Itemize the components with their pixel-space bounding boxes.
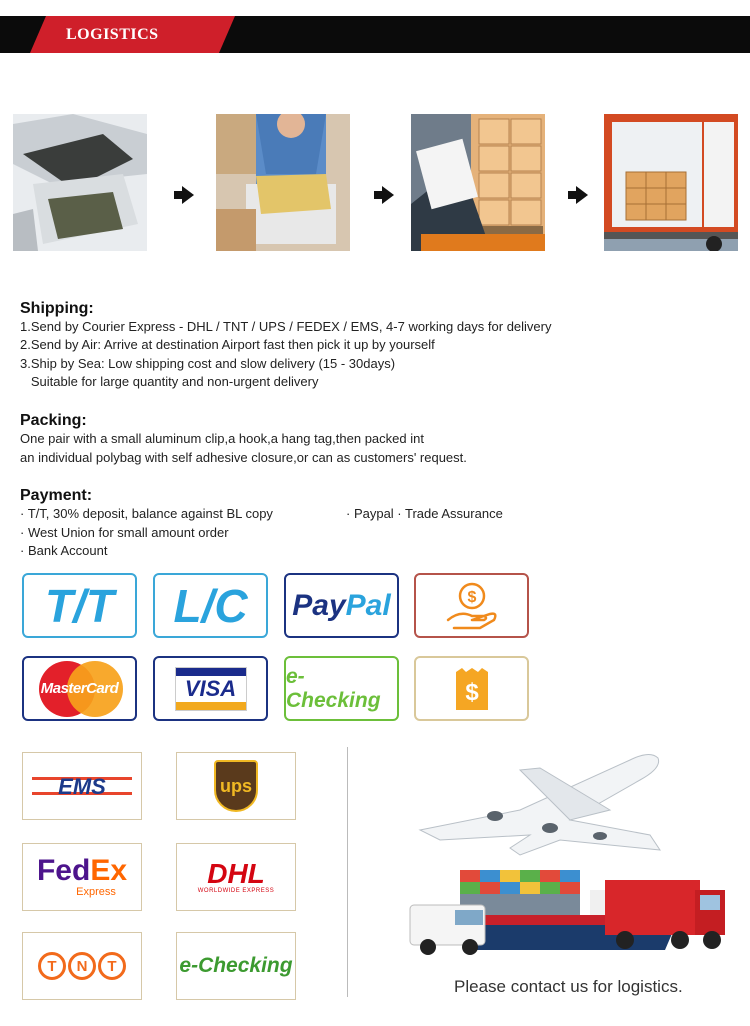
ems-logo <box>22 752 142 820</box>
payment-extra: · Paypal · Trade Assurance <box>346 506 503 521</box>
mastercard-logo <box>22 656 137 721</box>
arrow-right-icon <box>382 186 394 204</box>
ems-text: EMS <box>58 774 106 799</box>
packing-line: an individual polybag with self adhesive closure,or can as customers' request. <box>20 450 467 465</box>
dhl-text: DHL <box>207 858 265 889</box>
echecking-carrier-logo <box>176 932 296 1000</box>
transport-illustration <box>400 740 740 965</box>
shield-dollar-icon <box>414 656 529 721</box>
packing-title: Packing: <box>20 412 87 429</box>
svg-text:$: $ <box>467 588 476 606</box>
svg-text:$: $ <box>464 678 479 706</box>
fedex-express-text: Express <box>76 886 116 898</box>
paypal-logo-text <box>292 589 390 623</box>
ups-text: ups <box>219 775 252 796</box>
fedex-logo <box>22 843 142 911</box>
arrow-right-icon <box>576 186 588 204</box>
mastercard-text: MasterCard <box>40 679 119 697</box>
shipping-line: 2.Send by Air: Arrive at destination Airport fast then pick it up by yourself <box>20 337 435 352</box>
dhl-mark <box>198 860 275 894</box>
payment-line: · Bank Account <box>20 543 108 558</box>
shipping-line: Suitable for large quantity and non-urgent delivery <box>20 374 319 389</box>
tnt-letter: T <box>38 952 66 980</box>
tnt-letter: T <box>98 952 126 980</box>
divider <box>347 747 348 997</box>
step-packed-garments-image <box>13 114 147 251</box>
white-van-icon <box>410 905 485 955</box>
tt-logo <box>22 573 137 638</box>
tnt-logo <box>22 932 142 1000</box>
ups-shield <box>214 760 258 812</box>
ups-logo <box>176 752 296 820</box>
paypal-pal-text: Pal <box>345 588 391 622</box>
payment-title: Payment: <box>20 487 93 504</box>
visa-text: VISA <box>184 675 237 701</box>
tnt-letter: N <box>68 952 96 980</box>
logistics-banner <box>0 16 750 53</box>
shipping-line: 3.Ship by Sea: Low shipping cost and slow delivery (15 - 30days) <box>20 356 396 371</box>
paypal-logo <box>284 573 399 638</box>
airplane-icon <box>420 754 660 855</box>
ems-mark <box>32 773 132 799</box>
banner-title: LOGISTICS <box>66 26 159 43</box>
fedex-mark <box>37 856 127 898</box>
step-truck-loading-image <box>604 114 738 251</box>
payment-line: · West Union for small amount order <box>20 525 229 540</box>
lc-logo <box>153 573 268 638</box>
payment-line: · T/T, 30% deposit, balance against BL copy <box>20 506 273 521</box>
dhl-sub-text: WORLDWIDE EXPRESS <box>197 888 275 894</box>
visa-logo <box>153 656 268 721</box>
dhl-logo <box>176 843 296 911</box>
tnt-mark <box>38 952 126 980</box>
packing-line: One pair with a small aluminum clip,a hook,a hang tag,then packed int <box>20 431 424 446</box>
mastercard-circles <box>35 661 125 717</box>
hand-coin-icon <box>414 573 529 638</box>
shipping-line: 1.Send by Courier Express - DHL / TNT / UPS / FEDEX / EMS, 4-7 working days for delivery <box>20 319 552 334</box>
lc-logo-text: L/C <box>173 579 248 632</box>
step-packing-box-image <box>216 114 350 251</box>
fedex-fed-text: Fed <box>36 854 91 887</box>
echecking-logo <box>284 656 399 721</box>
echecking-carrier-text: e-Checking <box>179 954 293 977</box>
tt-logo-text: T/T <box>45 579 114 632</box>
contact-text: Please contact us for logistics. <box>454 977 683 996</box>
paypal-pay-text: Pay <box>292 588 346 622</box>
fedex-ex-text: Ex <box>90 854 128 887</box>
echecking-text: e-Checking <box>286 664 381 712</box>
visa-card <box>175 667 247 711</box>
shipping-title: Shipping: <box>20 300 94 317</box>
arrow-right-icon <box>182 186 194 204</box>
step-warehouse-checklist-image <box>411 114 545 251</box>
